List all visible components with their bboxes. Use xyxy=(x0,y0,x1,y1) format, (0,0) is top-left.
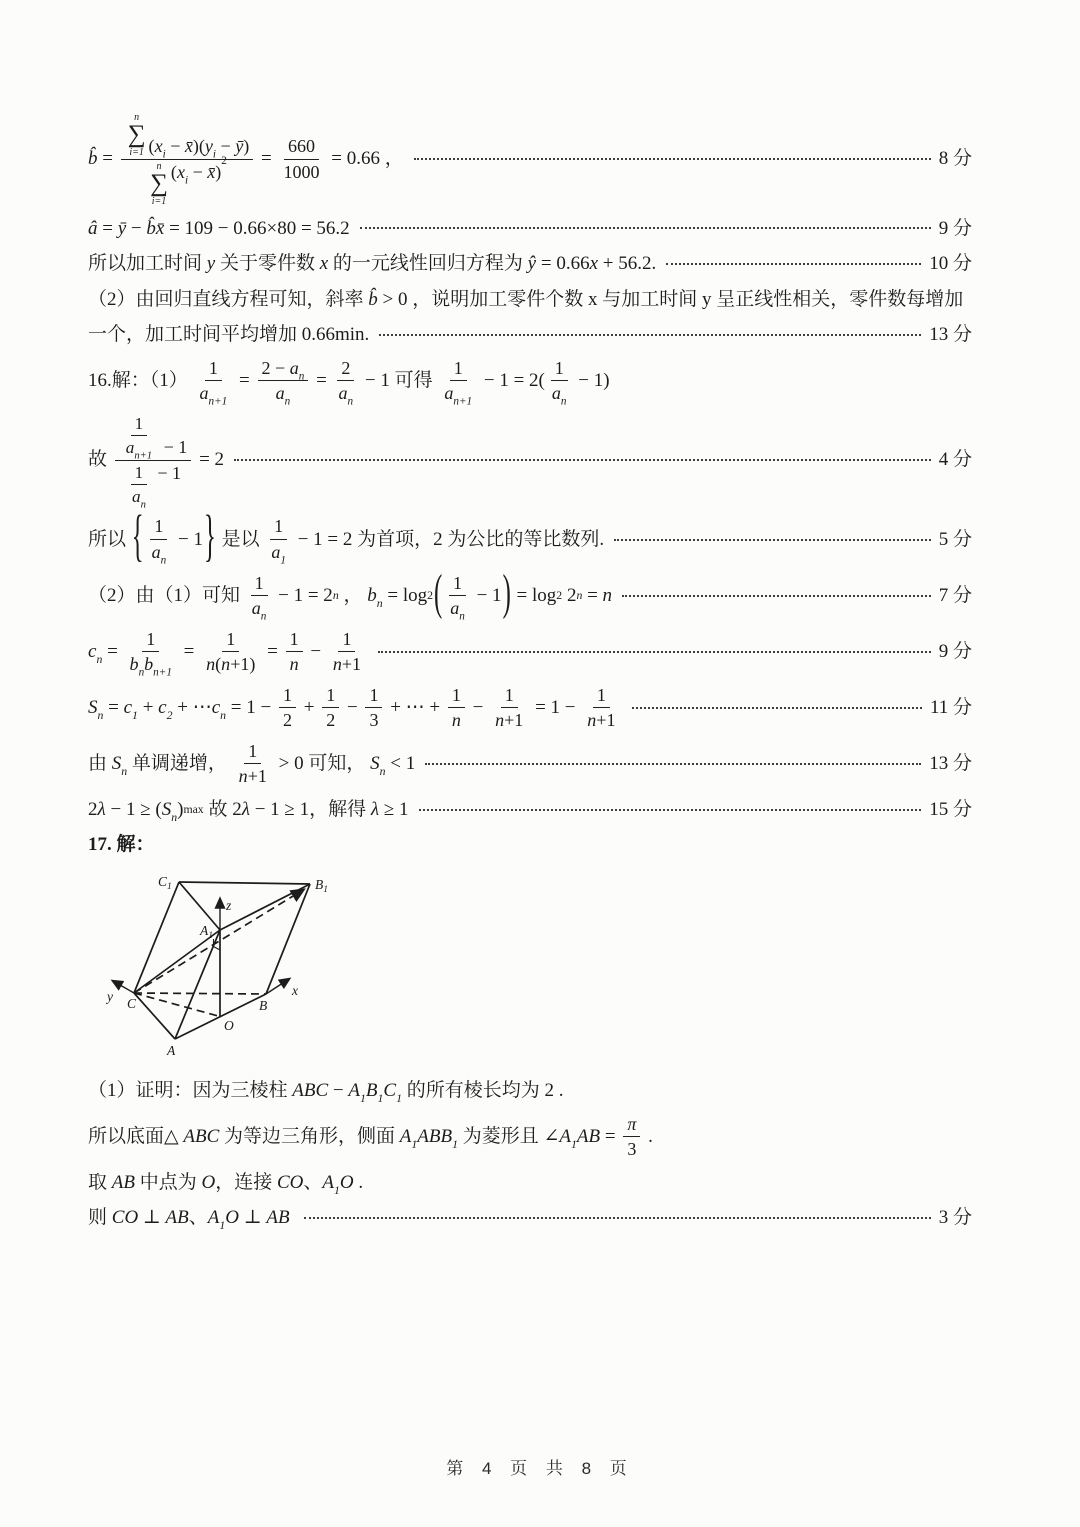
dotted-leader xyxy=(379,334,921,336)
dotted-leader xyxy=(425,763,921,765)
vertex-label-b1: $B_1$ xyxy=(315,877,328,896)
score-label: 11 分 xyxy=(929,697,972,719)
score-label: 7 分 xyxy=(938,584,972,606)
dotted-leader xyxy=(632,707,921,709)
vertex-label-a: A xyxy=(167,1043,176,1059)
vertex-label-b: B xyxy=(259,998,268,1014)
score-label: 15 分 xyxy=(929,798,972,820)
solution-lines-top xyxy=(88,104,972,867)
formula-line: b̂ = n ∑ i=1 ( $x_i$ − x̄ )( $y_i$ − ȳ ) n ∑ i=1 ( $x_i$ − x̄ ) 2 = $\frac{660}{1000}$ = 0.66 ， 8 分 xyxy=(88,112,972,207)
score-label: 8 分 xyxy=(938,148,972,170)
formula-line: 16.解：（1） $\frac{1}{a_{n+1}}$ = 2 − $a_n$ $a_n$ = $\frac{2}{a_n}$ − 1 可得 $\frac{1}{a_{n+1}}$ − 1 = 2( $\frac{1}{a_n}$ − 1) xyxy=(88,357,610,408)
vertex-label-c: C xyxy=(127,996,137,1012)
score-label: 5 分 xyxy=(938,528,972,550)
formula-line: 所以 { $\frac{1}{a_n}$ − 1 } 是以 $\frac{1}{a_1}$ − 1 = 2 为首项，2 为公比的等比数列. 5 分 xyxy=(88,506,972,569)
score-label: 10 分 xyxy=(929,253,972,275)
dotted-leader xyxy=(234,459,931,461)
formula-line: （2）由回归直线方程可知，斜率 b̂ > 0 ，说明加工零件个数 x 与加工时间 y 呈正线性相关，零件数每增加 xyxy=(88,288,964,310)
dotted-leader xyxy=(614,539,931,541)
y-axis xyxy=(113,981,134,993)
axis-label-x: x xyxy=(292,983,298,999)
formula-line: 17. 解： xyxy=(88,834,155,856)
axis-label-y: y xyxy=(107,989,113,1005)
score-label: 9 分 xyxy=(938,640,972,662)
formula-line: $c_n$ = 1 $b_n$ $b_{n+1}$ = 1 n ( n +1) = $\frac{1}{n}$ − 1 n +1 9 分 xyxy=(88,628,972,679)
formula-line: 由 $S_n$ 单调递增， 1 n +1 > 0 可知， $S_n$ < 1 13 分 xyxy=(88,740,972,787)
score-label: 9 分 xyxy=(938,217,972,239)
dotted-leader xyxy=(622,595,931,597)
formula-line: 则 CO ⊥ AB 、 $A_1$ O ⊥ AB 3 分 xyxy=(88,1204,972,1232)
formula-line: 所以底面△ ABC 为等边三角形，侧面 $A_1$ $ABB_1$ 为菱形且 ∠ $A_1$ AB = $\frac{\pi}{3}$ . xyxy=(88,1113,653,1160)
dotted-leader xyxy=(360,227,931,229)
dotted-leader xyxy=(304,1217,930,1219)
page-footer: 第 4 页 共 8 页 xyxy=(446,1459,634,1478)
formula-line: $S_n$ = $c_1$ + $c_2$ + ⋯ $c_n$ = 1 − $\frac{1}{2}$ + $\frac{1}{2}$ − $\frac{1}{3}$ + ⋯ + $\frac{1}{n}$ − 1 n +1 = 1 − 1 n +1 11 分 xyxy=(88,684,972,731)
vertex-label-o: O xyxy=(224,1018,234,1034)
vertex-label-c1: $C_1$ xyxy=(158,874,172,893)
formula-line: 所以加工时间 y 关于零件数 x 的一元线性回归方程为 ŷ = 0.66 x + 56.2. 10 分 xyxy=(88,250,972,278)
formula-line: 2 λ − 1 ≥ ( $S_n$ ) max 故 2 λ − 1 ≥ 1，解得 λ ≥ 1 15 分 xyxy=(88,796,972,824)
formula-line: 一个，加工时间平均增加 0.66min. 13 分 xyxy=(88,321,972,349)
score-label: 3 分 xyxy=(938,1207,972,1229)
vertex-label-a1: $A_1$ xyxy=(200,923,213,942)
score-label: 4 分 xyxy=(938,449,972,471)
figure-solid-edges xyxy=(134,882,310,1039)
score-label: 13 分 xyxy=(929,324,972,346)
dotted-leader xyxy=(419,809,922,811)
figure-hidden-edges xyxy=(134,890,303,1017)
page-content xyxy=(88,104,972,1240)
formula-line: 故 $\frac{1}{a_{n+1}}$ − 1 $\frac{1}{a_n}$ − 1 = 2 4 分 xyxy=(88,413,972,511)
axis-label-z: z xyxy=(226,898,232,914)
score-label: 13 分 xyxy=(929,753,972,775)
dotted-leader xyxy=(378,651,931,653)
dotted-leader xyxy=(414,158,931,160)
figure-labels xyxy=(105,874,328,1058)
formula-line: â = ȳ − b̂x̄ = 109 − 0.66×80 = 56.2 9 分 xyxy=(88,215,972,243)
prism-figure xyxy=(102,869,364,1067)
formula-line: （1）证明：因为三棱柱 ABC − $A_1$ $B_1$ $C_1$ 的所有棱长均为 2 . xyxy=(88,1080,564,1105)
dotted-leader xyxy=(666,263,921,265)
formula-line: 取 AB 中点为 O ，连接 CO 、 $A_1$ O . xyxy=(88,1171,364,1197)
formula-line: （2）由（1）可知 $\frac{1}{a_n}$ − 1 = 2 n ， $b_n$ = log 2 ( $\frac{1}{a_n}$ − 1 ) = log 2 2 n = n 7 分 xyxy=(88,566,972,623)
prism-figure-container xyxy=(102,869,972,1067)
solution-lines-bottom xyxy=(88,1069,972,1240)
